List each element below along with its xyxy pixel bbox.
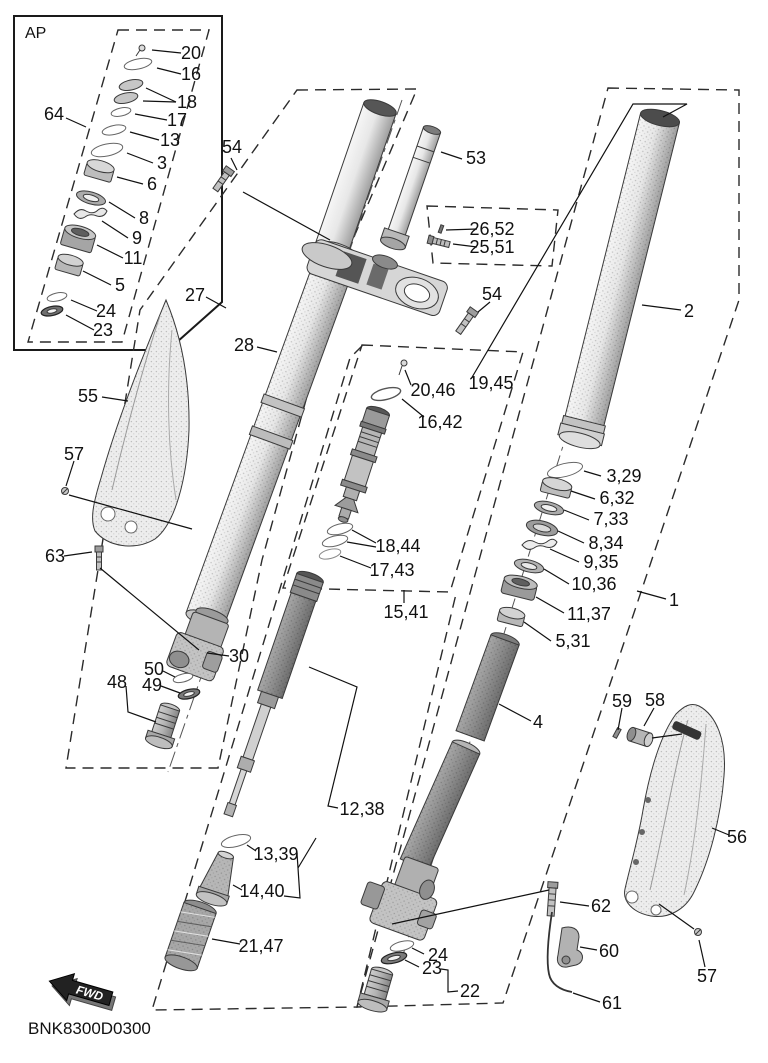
washer-24: [389, 939, 414, 954]
bracket-13-39-stub: [298, 838, 316, 868]
leader-1: [637, 591, 666, 599]
ring-18-44-a: [326, 521, 354, 537]
callout-8: 8: [138, 208, 150, 228]
callout-10-36: 10,36: [571, 574, 617, 594]
callout-20: 20: [180, 43, 202, 63]
callout-22: 22: [459, 981, 481, 1001]
washer-10-36: [513, 557, 545, 576]
callout-13-39: 13,39: [253, 844, 299, 864]
ap-seal-ring-part: [101, 123, 126, 137]
callout-1: 1: [668, 590, 680, 610]
leader-6-32: [571, 491, 595, 499]
callout-49: 49: [141, 675, 163, 695]
callout-30: 30: [228, 646, 250, 666]
ap-small-washer-part: [46, 291, 67, 303]
ap-ring-part-a: [118, 78, 144, 93]
callout-19-45: 19,45: [468, 373, 514, 393]
callout-13: 13: [159, 130, 181, 150]
oil-seal-8-34: [525, 517, 559, 538]
callout-4: 4: [532, 712, 544, 732]
callout-16: 16: [180, 64, 202, 84]
callout-15-41: 15,41: [383, 602, 429, 622]
leader-2: [642, 305, 681, 310]
bracket-22: [441, 969, 458, 992]
callout-59: 59: [611, 691, 633, 711]
leader-9-35: [550, 549, 579, 562]
ap-parts-stack: [40, 45, 152, 318]
callout-7-33: 7,33: [593, 509, 629, 529]
callout-5-31: 5,31: [555, 631, 591, 651]
callout-57-left: 57: [63, 444, 85, 464]
pinch-bolt-lower: [454, 307, 478, 336]
ring-23: [380, 950, 408, 966]
leader-13: [130, 132, 159, 140]
leader-3-29: [584, 471, 601, 476]
leader-59: [618, 708, 622, 730]
callout-6: 6: [146, 174, 158, 194]
washer-7-33: [533, 499, 565, 518]
damper-assembly: [318, 360, 407, 561]
fwd-arrow: [44, 968, 118, 1018]
leader-24-ap: [71, 300, 97, 311]
callout-61: 61: [601, 993, 623, 1013]
leader-57-right: [699, 940, 705, 967]
callout-16-42: 16,42: [417, 412, 463, 432]
callout-55: 55: [77, 386, 99, 406]
leader-11-37: [536, 597, 564, 613]
callout-2: 2: [683, 301, 695, 321]
leader-6: [117, 177, 143, 184]
callout-17-43: 17,43: [369, 560, 415, 580]
adjuster-screw: [427, 235, 450, 248]
leader-60: [580, 947, 597, 950]
leader-24: [412, 948, 424, 954]
oring-16-42: [370, 385, 402, 403]
callout-50: 50: [143, 659, 165, 679]
callout-64: 64: [43, 104, 65, 124]
cable-guide-60: [557, 927, 582, 967]
callout-11-37: 11,37: [567, 604, 611, 624]
valve-48: [144, 700, 185, 751]
callout-ap: AP: [25, 25, 47, 42]
callout-23: 23: [421, 958, 443, 978]
ap-clip-part: [74, 208, 107, 218]
protector-screw-lower-right: [695, 929, 702, 936]
callout-20-46: 20,46: [410, 380, 456, 400]
callout-48: 48: [106, 672, 128, 692]
base-valve-22: [357, 964, 398, 1015]
callout-18: 18: [176, 92, 198, 112]
ring-17-43: [318, 547, 342, 561]
leader-54-upper-long: [243, 192, 330, 240]
callout-56: 56: [726, 827, 748, 847]
washer-50: [172, 672, 193, 685]
leader-12-38: [309, 667, 357, 808]
callout-57-right: 57: [696, 966, 718, 986]
outer-tube-left: [182, 237, 361, 633]
callout-6-32: 6,32: [599, 488, 635, 508]
fork-spring-21-47: [163, 897, 218, 974]
inner-tube-right: [556, 105, 683, 452]
callout-60: 60: [598, 941, 620, 961]
leader-10-36: [544, 569, 569, 584]
leader-55: [102, 397, 128, 401]
callout-28: 28: [233, 335, 255, 355]
pin-59: [613, 728, 621, 739]
fwd-arrow-label: FWD: [74, 982, 105, 1004]
leader-16: [157, 68, 181, 74]
leader-64: [66, 118, 86, 127]
axle-bracket-right: [355, 847, 452, 943]
dust-seal-11-37: [501, 572, 539, 601]
ap-oring-part: [110, 106, 131, 118]
callout-26-52: 26,52: [469, 219, 515, 239]
callout-8-34: 8,34: [588, 533, 624, 553]
leader-28: [257, 347, 277, 352]
ap-screw-part: [136, 45, 145, 56]
leader-3: [127, 153, 153, 163]
callout-11: 11: [123, 248, 143, 268]
callout-62: 62: [590, 896, 612, 916]
callout-63: 63: [44, 546, 66, 566]
callout-21-47: 21,47: [238, 936, 284, 956]
leader-57-left: [66, 461, 74, 486]
damper-tube-upper: [456, 630, 521, 741]
callout-14-40: 14,40: [239, 881, 285, 901]
spacer-5-31: [497, 605, 526, 627]
leader-5: [83, 271, 111, 285]
leader-20: [152, 50, 181, 53]
leader-23: [405, 960, 419, 967]
leader-50: [163, 671, 175, 677]
callout-27: 27: [184, 285, 206, 305]
ring-49: [177, 687, 201, 701]
callout-18-44: 18,44: [375, 536, 421, 556]
callout-24-ap: 24: [95, 301, 117, 321]
pinch-bolt-62: [546, 882, 558, 917]
cartridge-damper-rod: [215, 569, 325, 820]
callout-23-ap: 23: [92, 320, 114, 340]
callout-54-lower: 54: [481, 284, 503, 304]
callout-5: 5: [114, 275, 126, 295]
ap-washer-part: [123, 56, 152, 72]
leader-4: [499, 704, 531, 721]
ap-spacer-part: [55, 252, 85, 276]
leader-8-34: [558, 531, 584, 543]
leader-5-31: [524, 622, 551, 641]
drawing-code: BNK8300D0300: [28, 1019, 151, 1038]
ap-bearing-part: [60, 222, 97, 253]
leader-17: [135, 114, 167, 120]
leader-63-long: [100, 568, 199, 650]
callout-12-38: 12,38: [339, 799, 385, 819]
callout-9: 9: [131, 228, 143, 248]
bushing-6-32: [540, 475, 573, 498]
ap-bushing-part: [84, 157, 116, 183]
callout-24: 24: [427, 945, 449, 965]
callout-3: 3: [156, 153, 168, 173]
leader-18a: [146, 88, 176, 102]
callout-17: 17: [166, 110, 188, 130]
leader-11: [97, 245, 123, 258]
steering-stem: [379, 122, 445, 252]
leader-17-43: [340, 556, 371, 568]
leader-62: [560, 902, 589, 906]
callout-53: 53: [465, 148, 487, 168]
callout-54-upper: 54: [221, 137, 243, 157]
leader-63: [64, 552, 92, 556]
ap-dark-ring-part: [40, 304, 63, 317]
washer-13-39: [220, 832, 252, 850]
ring-18-44-b: [321, 533, 349, 549]
damper-tube-lower: [400, 737, 482, 871]
clamp-58: [625, 726, 654, 747]
protector-screw-upper-left: [62, 488, 69, 495]
leader-9: [102, 221, 128, 238]
leader-7-33: [564, 510, 589, 520]
leader-49: [161, 686, 180, 693]
leader-23-ap: [66, 315, 94, 330]
leader-53: [441, 152, 462, 159]
bleed-bolt: [95, 546, 103, 570]
leader-8: [109, 202, 135, 218]
callout-58: 58: [644, 690, 666, 710]
damper-valve-stack: [330, 404, 392, 526]
leader-18-44b: [347, 542, 376, 547]
leader-58: [644, 708, 654, 726]
ap-ring-part-b: [113, 91, 139, 106]
adjuster-pin: [438, 225, 444, 234]
callout-9-35: 9,35: [583, 552, 619, 572]
clip-9-35: [522, 539, 557, 549]
leader-54-upper: [231, 158, 237, 170]
ap-seal-part: [75, 188, 107, 208]
callout-25-51: 25,51: [469, 237, 515, 257]
ap-large-ring-part: [90, 141, 124, 159]
leader-61: [573, 993, 600, 1002]
spring-seat-14-40: [195, 847, 242, 909]
callout-3-29: 3,29: [606, 466, 642, 486]
leader-18-44a: [352, 530, 376, 543]
leader-21-47: [212, 939, 240, 944]
leader-18b: [143, 101, 176, 102]
